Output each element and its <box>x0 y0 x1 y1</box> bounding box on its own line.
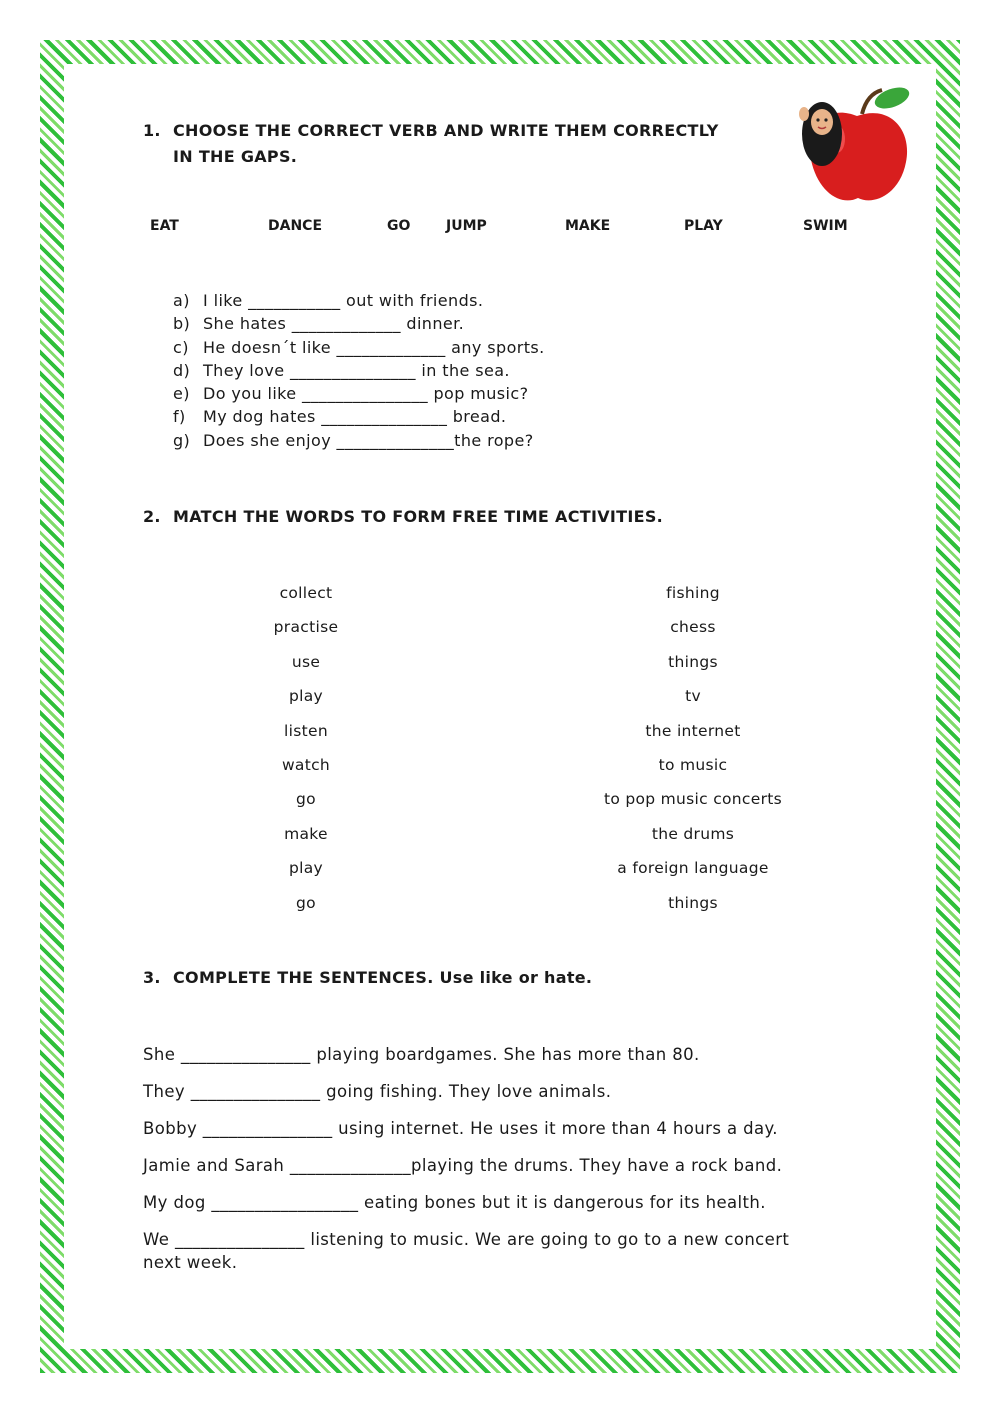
list-item <box>173 336 545 359</box>
item-text: Does she enjoy ______________the rope? <box>203 430 534 450</box>
section1-number: 1. <box>143 121 161 140</box>
section2-number: 2. <box>143 507 161 526</box>
match-right-item: things <box>668 893 718 912</box>
item-label: f) <box>173 407 186 427</box>
verb-dance: DANCE <box>268 218 323 234</box>
sentence: She _______________ playing boardgames. She has more than 80. <box>143 1045 700 1064</box>
item-label: a) <box>173 291 190 310</box>
item-label: c) <box>173 337 189 357</box>
item-text: They love _______________ in the sea. <box>203 360 510 380</box>
sentence: They _______________ going fishing. They love animals. <box>143 1082 612 1101</box>
verb-eat: EAT <box>150 218 179 234</box>
section1-title-line2: IN THE GAPS. <box>173 147 298 166</box>
sentence: Jamie and Sarah ______________playing the drums. They have a rock band. <box>143 1156 783 1175</box>
list-item <box>173 289 545 312</box>
match-left-item: play <box>288 859 324 878</box>
verb-bank <box>0 218 1000 238</box>
list-item <box>173 429 545 452</box>
section3-number: 3. <box>143 968 161 987</box>
section3-title: COMPLETE THE SENTENCES. Use like or hate. <box>173 968 593 987</box>
match-left-item: make <box>284 824 328 843</box>
verb-play: PLAY <box>684 218 723 234</box>
match-left-item: go <box>296 893 316 912</box>
match-right-item: the drums <box>651 824 735 843</box>
item-label: b) <box>173 314 191 334</box>
match-left-item: use <box>291 652 321 671</box>
item-text: I like ___________ out with friends. <box>203 291 484 310</box>
list-item <box>173 405 545 428</box>
match-right-item: a foreign language <box>617 859 769 878</box>
match-right-item: fishing <box>666 584 720 602</box>
item-label: d) <box>173 360 191 380</box>
section2-title: MATCH THE WORDS TO FORM FREE TIME ACTIVITIES. <box>173 507 664 526</box>
match-right-item: to music <box>658 755 728 774</box>
match-left-item: watch <box>281 755 331 774</box>
match-right-item: things <box>668 652 718 671</box>
item-text: She hates _____________ dinner. <box>203 314 465 334</box>
match-left-item: collect <box>279 584 333 602</box>
sentence: Bobby _______________ using internet. He uses it more than 4 hours a day. <box>143 1119 778 1138</box>
section1-list <box>173 289 545 452</box>
verb-jump: JUMP <box>446 218 487 234</box>
match-left-item: listen <box>284 721 328 740</box>
match-right-item: the internet <box>645 721 741 740</box>
match-left-column <box>206 583 406 927</box>
match-left-item: go <box>296 790 316 809</box>
apple-girl-illustration <box>792 84 922 214</box>
item-text: He doesn´t like _____________ any sports. <box>203 337 545 357</box>
item-label: e) <box>173 384 190 404</box>
match-right-column <box>563 583 823 927</box>
item-text: My dog hates _______________ bread. <box>203 407 507 427</box>
verb-go: GO <box>387 218 411 234</box>
match-right-item: tv <box>685 687 701 706</box>
match-left-item: play <box>288 687 324 706</box>
section1-title-line1: CHOOSE THE CORRECT VERB AND WRITE THEM CORRECTLY <box>173 121 719 140</box>
list-item <box>173 312 545 335</box>
item-text: Do you like _______________ pop music? <box>203 384 529 404</box>
list-item <box>173 382 545 405</box>
sentence: We _______________ listening to music. We are going to go to a new concert next week. <box>143 1230 790 1272</box>
verb-make: MAKE <box>565 218 611 234</box>
match-left-item: practise <box>273 618 339 637</box>
sentence: My dog _________________ eating bones but it is dangerous for its health. <box>143 1193 766 1212</box>
list-item <box>173 359 545 382</box>
match-right-item: chess <box>670 618 716 637</box>
match-right-item: to pop music concerts <box>603 790 783 809</box>
verb-swim: SWIM <box>803 218 848 234</box>
item-label: g) <box>173 430 191 450</box>
